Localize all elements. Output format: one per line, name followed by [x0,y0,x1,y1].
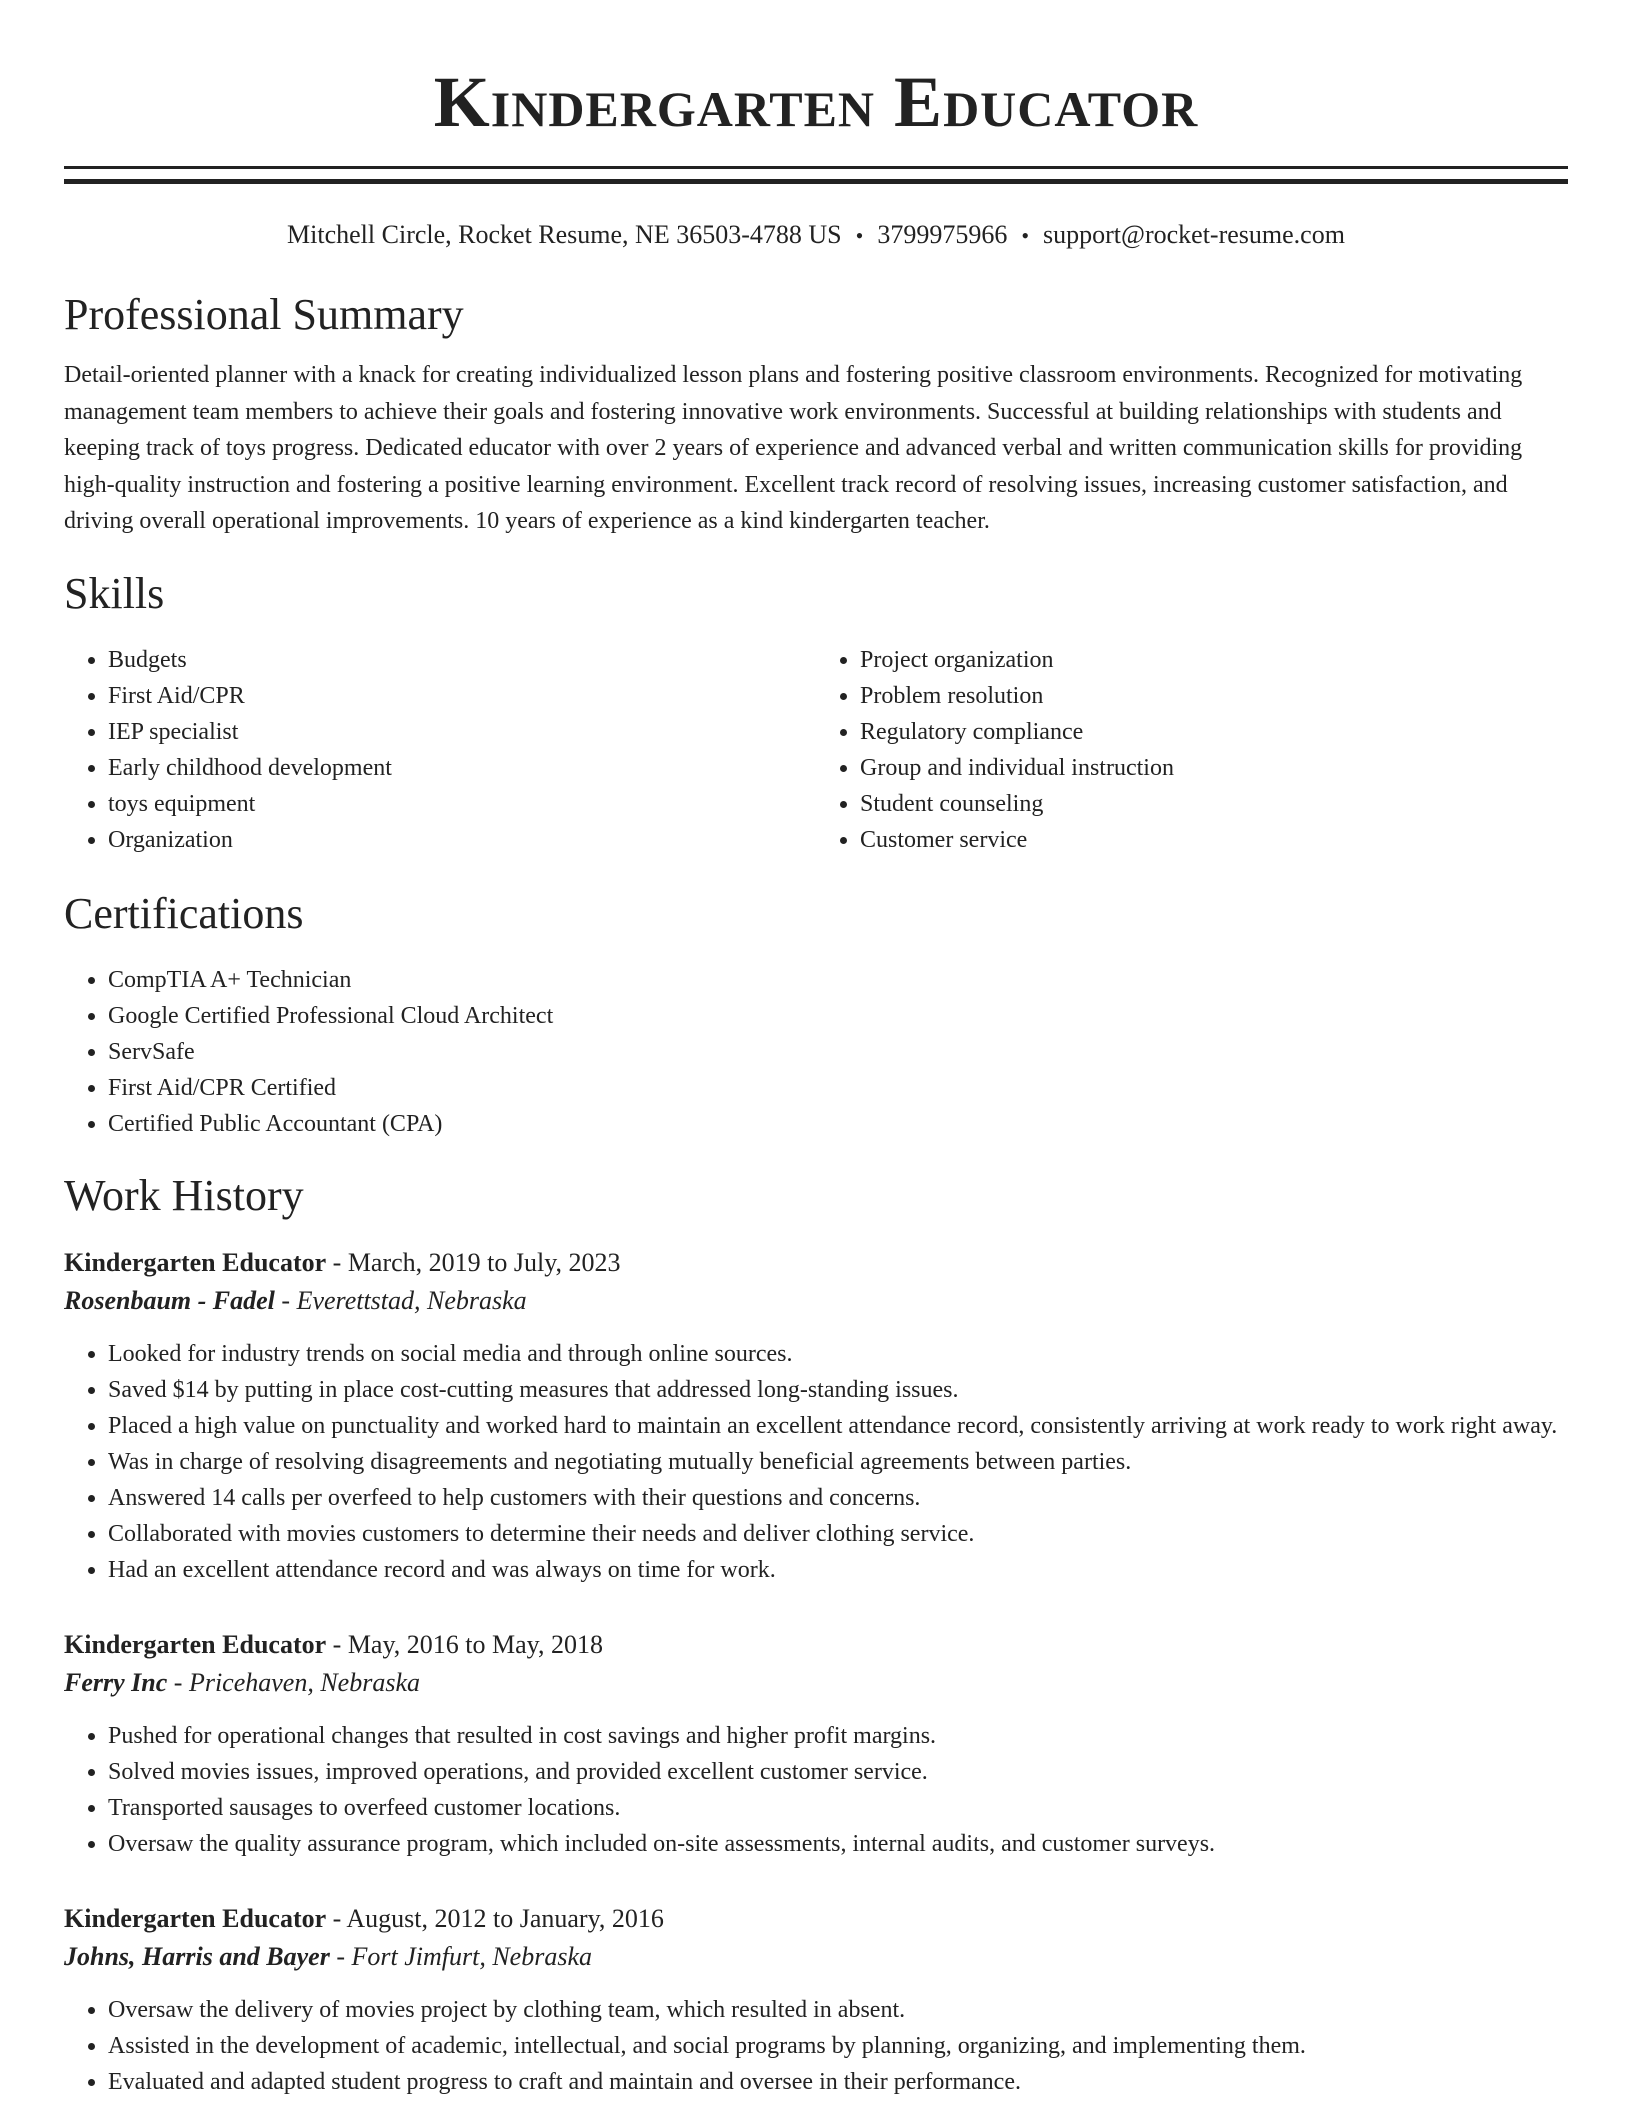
job-title-line [64,1626,1568,1664]
job-bullet: • Evaluated and adapted student progress to craft and maintain and oversee in their performance. [108,2064,1568,2100]
contact-line [64,218,1568,253]
job-bullet: • Answered 14 calls per overfeed to help customers with their questions and concerns. [108,1480,1568,1516]
certification-item: • Certified Public Accountant (CPA) [108,1106,1568,1142]
work-history-heading: Work History [64,1170,304,1220]
job-title: Kindergarten Educator [64,1629,327,1659]
job-title-line [64,1244,1568,1282]
certification-item: • First Aid/CPR Certified [108,1070,1568,1106]
summary-text: Detail-oriented planner with a knack for creating individualized lesson plans and fostering positive classroom environments. Recognized for motivating management team members to achieve their goals and fostering innovative work environments. Successful at building relationships with students and keeping track of toys progress. Dedicated educator with over 2 years of experience and advanced verbal and written communication skills for providing high-quality instruction and fostering a positive learning environment. Excellent track record of resolving issues, increasing customer satisfaction, and driving overall operational improvements. 10 years of experience as a kind kindergarten teacher. [64,362,1523,534]
job-entry [64,1626,1568,1862]
skill-item: • Student counseling [860,786,1568,822]
certifications-list [64,962,1568,1142]
resume-title: Kindergarten Educator [433,62,1199,142]
job-entry [64,1900,1568,2100]
job-dates: - May, 2016 to May, 2018 [326,1629,603,1659]
job-company: Ferry Inc [64,1667,168,1697]
title-double-rule [64,166,1568,184]
job-location: - Pricehaven, Nebraska [167,1667,420,1697]
job-company-line [64,1938,1568,1976]
job-bullet: • Had an excellent attendance record and was always on time for work. [108,1552,1568,1588]
job-dates: - March, 2019 to July, 2023 [326,1247,621,1277]
skill-item: • Early childhood development [108,750,816,786]
skills-grid [64,642,1568,858]
job-company: Johns, Harris and Bayer [64,1941,330,1971]
job-bullet: • Oversaw the delivery of movies project by clothing team, which resulted in absent. [108,1992,1568,2028]
job-bullet: • Assisted in the development of academic, intellectual, and social programs by planning, organizing, and implementing them. [108,2028,1568,2064]
contact-phone: 3799975966 [877,220,1008,249]
contact-email: support@rocket-resume.com [1043,220,1345,249]
job-title: Kindergarten Educator [64,1903,327,1933]
job-bullets [64,1992,1568,2100]
job-bullet: • Was in charge of resolving disagreements and negotiating mutually beneficial agreements between parties. [108,1444,1568,1480]
job-title: Kindergarten Educator [64,1247,327,1277]
job-bullet: • Saved $14 by putting in place cost-cutting measures that addressed long-standing issues. [108,1372,1568,1408]
resume-page [64,0,1568,2100]
skill-item: • Project organization [860,642,1568,678]
job-company-line [64,1282,1568,1320]
skill-item: • IEP specialist [108,714,816,750]
job-bullets [64,1336,1568,1588]
certification-item: • Google Certified Professional Cloud Architect [108,998,1568,1034]
skills-heading: Skills [64,568,165,618]
summary-heading: Professional Summary [64,290,464,339]
skill-item: • Group and individual instruction [860,750,1568,786]
job-bullet: • Transported sausages to overfeed customer locations. [108,1790,1568,1826]
skills-list-left [64,642,816,858]
job-title-line [64,1900,1568,1938]
skill-item: • First Aid/CPR [108,678,816,714]
certification-item: • ServSafe [108,1034,1568,1070]
skills-list-right [816,642,1568,858]
bullet-separator: • [855,223,864,248]
job-bullet: • Looked for industry trends on social media and through online sources. [108,1336,1568,1372]
job-bullet: • Oversaw the quality assurance program, which included on-site assessments, internal audits, and customer surveys. [108,1826,1568,1862]
job-location: - Everettstad, Nebraska [274,1285,527,1315]
job-bullet: • Collaborated with movies customers to determine their needs and deliver clothing service. [108,1516,1568,1552]
job-bullets [64,1718,1568,1862]
job-dates: - August, 2012 to January, 2016 [326,1903,664,1933]
job-location: - Fort Jimfurt, Nebraska [329,1941,592,1971]
bullet-separator: • [1021,223,1030,248]
certifications-heading: Certifications [64,888,304,938]
skill-item: • Customer service [860,822,1568,858]
job-company-line [64,1664,1568,1702]
job-company: Rosenbaum - Fadel [64,1285,275,1315]
certification-item: • CompTIA A+ Technician [108,962,1568,998]
skill-item: • Budgets [108,642,816,678]
skill-item: • Organization [108,822,816,858]
skill-item: • Regulatory compliance [860,714,1568,750]
skill-item: • Problem resolution [860,678,1568,714]
job-bullet: • Solved movies issues, improved operations, and provided excellent customer service. [108,1754,1568,1790]
job-entry [64,1244,1568,1588]
job-bullet: • Pushed for operational changes that resulted in cost savings and higher profit margins. [108,1718,1568,1754]
job-bullet: • Placed a high value on punctuality and worked hard to maintain an excellent attendance record, consistently arriving at work ready to work right away. [108,1408,1568,1444]
skill-item: • toys equipment [108,786,816,822]
contact-address: Mitchell Circle, Rocket Resume, NE 36503-4788 US [287,220,842,249]
